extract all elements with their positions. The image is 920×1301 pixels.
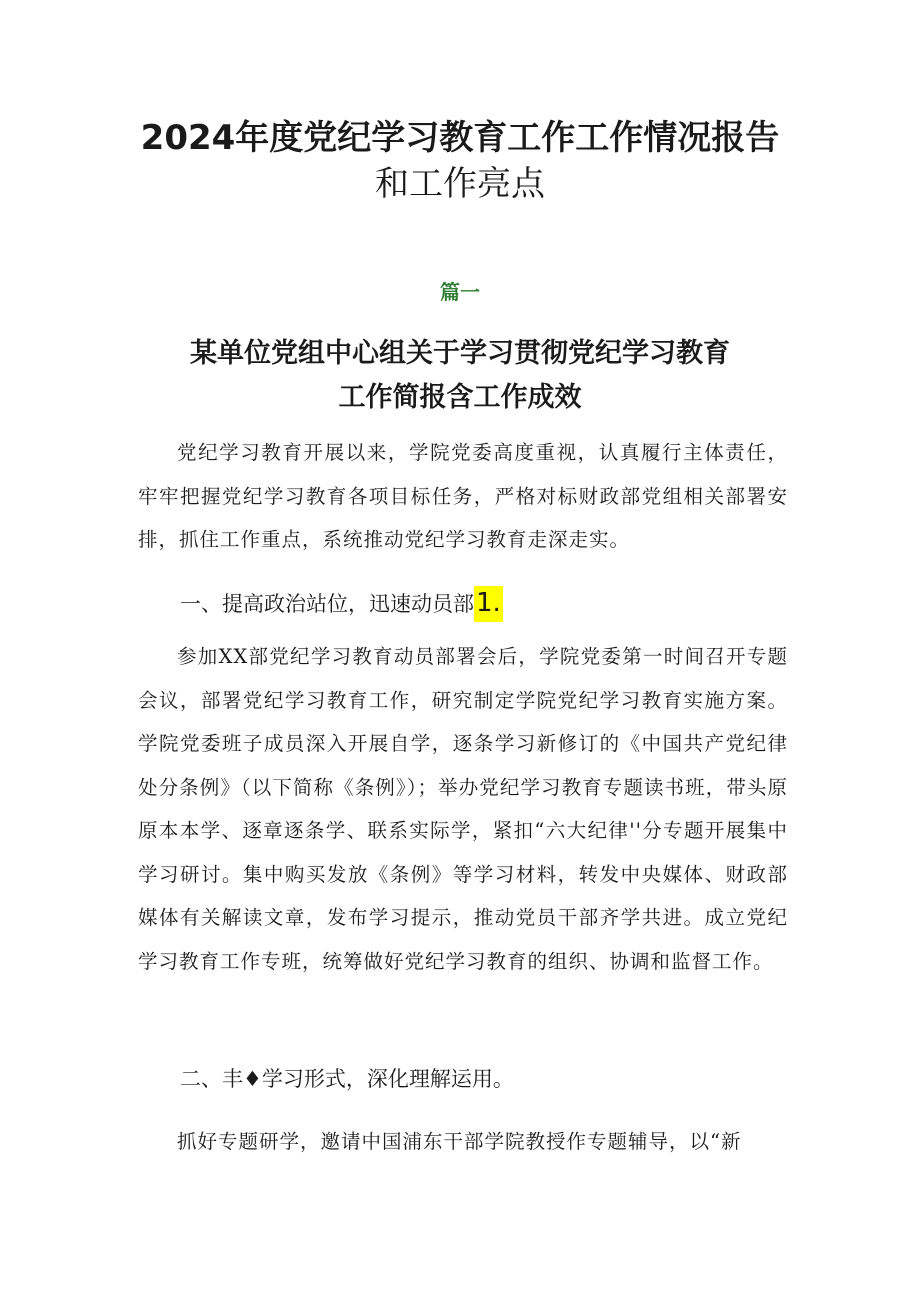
section-label: 篇一	[440, 280, 480, 304]
section-heading-1-text: 一、提高政治站位，迅速动员部	[180, 592, 474, 616]
document-title-line-1: 2024年度党纪学习教育工作工作情况报告	[140, 118, 780, 158]
section-heading-2: 二、丰♦学习形式，深化理解运用。	[180, 1067, 514, 1091]
intro-paragraph: 党纪学习教育开展以来，学院党委高度重视，认真履行主体责任，牢牢把握党纪学习教育各项目标任务，严格对标财政部党组相关部署安排，抓住工作重点，系统推动党纪学习教育走深走实。	[138, 441, 788, 551]
paragraph-2: 抓好专题研学，邀请中国浦东干部学院教授作专题辅导，以“新	[177, 1130, 742, 1153]
paragraph-1: 参加XX部党纪学习教育动员部署会后，学院党委第一时间召开专题会议，部署党纪学习教育工作，研究制定学院党纪学习教育实施方案。学院党委班子成员深入开展自学，逐条学习新修订的《中国共产党纪律处分条例》（以下简称《条例》）；举办党纪学习教育专题读书班，带头原原本本学、逐章逐条学、联系实际学，紧扣“六大纪律''分专题开展集中学习研讨。集中购买发放《条例》等学习材料，转发中央媒体、财政部媒体有关解读文章，发布学习提示，推动党员干部齐学共进。成立党纪学习教育工作专班，统筹做好党纪学习教育的组织、协调和监督工作。	[138, 645, 788, 973]
document-title-line-2: 和工作亮点	[375, 164, 545, 204]
highlighted-marker: 1.	[474, 586, 503, 622]
article-subtitle-line-1: 某单位党组中心组关于学习贯彻党纪学习教育	[190, 338, 730, 369]
section-heading-1	[180, 588, 503, 619]
article-subtitle	[100, 332, 820, 420]
article-subtitle-line-2: 工作简报含工作成效	[338, 382, 582, 413]
